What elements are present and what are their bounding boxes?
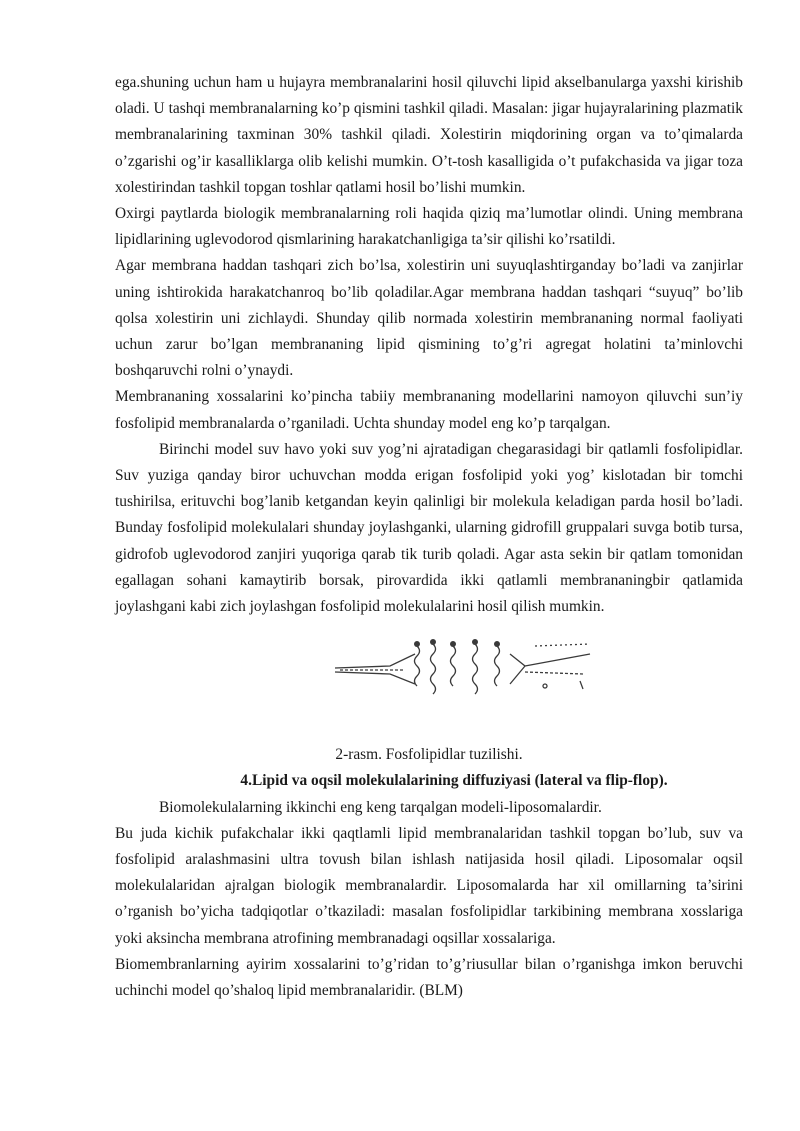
paragraph-membrane-density: Agar membrana haddan tashqari zich bo’lsa, xolestirin uni suyuqlashtirganday bo’ladi va zanjirlar uning ishtirokida harakatchanroq bo’lib qoladilar.Agar membrana haddan tashqari “suyuq” bo’lib qolsa xolestirin uni zichlaydi. Shunday qilib normada xolestirin membrananing normal faoliyati uchun zarur bo’lgan membrananing lipid qismining to’g’ri agregat holatini ta’minlovchi boshqaruvchi rolni o’ynaydi.: [115, 257, 743, 380]
document-page: [115, 70, 743, 1004]
paragraph-first-model: Birinchi model suv havo yoki suv yog’ni ajratadigan chegarasidagi bir qatlamli fosfolipidlar. Suv yuziga qanday biror uchuvchan modda erigan fosfolipid yoki yog’ kislotadan bir tomchi tushirilsa, erituvchi bog’lanib ketgandan keyin qalinligi bir molekula keladigan parda hosil bo’ladi. Bunday fosfolipid molekulalari shunday joylashganki, ularning gidrofill gruppalari suvga botib tursa, gidrofob uglevodorod zanjiri yuqoriga qarab tik turib qoladi. Agar asta sekin bir qatlam tomonidan egallagan sohani kamaytirib borsak, pirovardida ikki qatlamli membrananingbir qatlamida joylashgani kabi zich joylashgan fosfolipid molekulalarini hosil qilish mumkin.: [115, 440, 743, 616]
phospholipid-figure: [115, 626, 743, 716]
paragraph-liposomes-intro: Biomolekulalarning ikkinchi eng keng tarqalgan modeli-liposomalardir.: [159, 798, 602, 816]
paragraph-liposomes: Bu juda kichik pufakchalar ikki qaqtlamli lipid membranalaridan tashkil topgan bo’lub, suv va fosfolipid aralashmasini ultra tovush bilan ishlash natijasida hosil qiladi. Liposomalar oqsil molekulalaridan ajralgan biologik membranalardir. Liposomalarda har xil omillarning ta’sirini o’rganish bo’yicha tadqiqotlar o’tkaziladi: masalan fosfolipidlar tarkibining membrana xosslariga yoki aksincha membrana atrofining membranadagi oqsillar xossalariga.: [115, 824, 743, 947]
phospholipid-diagram: [335, 626, 595, 704]
paragraph-membrane-models: Membrananing xossalarini ko’pincha tabiiy membrananing modellarini namoyon qiluvchi sun’iy fosfolipid membranalarda o’rganiladi. Uchta shunday model eng ko’p tarqalgan.: [115, 388, 743, 432]
section-heading: 4.Lipid va oqsil molekulalarining diffuziyasi (lateral va flip-flop).: [240, 772, 668, 790]
paragraph-membrane-role: Oxirgi paytlarda biologik membranalarning roli haqida qiziq ma’lumotlar olindi. Uning membrana lipidlarining uglevodorod qismlarining harakatchanligiga ta’sir qilishi ko’rsatildi.: [115, 205, 743, 249]
paragraph-cholesterol: ega.shuning uchun ham u hujayra membranalarini hosil qiluvchi lipid akselbanularga yaxshi kirishib oladi. U tashqi membranalarning ko’p qismini tashkil qiladi. Masalan: jigar hujayralarining plazmatik membranalarining taxminan 30% tashkil qiladi. Xolestirin miqdorining organ va to’qimalarda o’zgarishi og’ir kasalliklarga olib kelishi mumkin. O’t-tosh kasalligida o’t pufakchasida va jigar toza xolestirindan tashkil topgan toshlar qatlami hosil bo’lishi mumkin.: [115, 74, 743, 196]
figure-caption: 2-rasm. Fosfolipidlar tuzilishi.: [335, 746, 523, 764]
paragraph-blm: Biomembranlarning ayirim xossalarini to’g’ridan to’g’riusullar bilan o’rganishga imkon beruvchi uchinchi model qo’shaloq lipid membranalaridir. (BLM): [115, 955, 743, 1000]
